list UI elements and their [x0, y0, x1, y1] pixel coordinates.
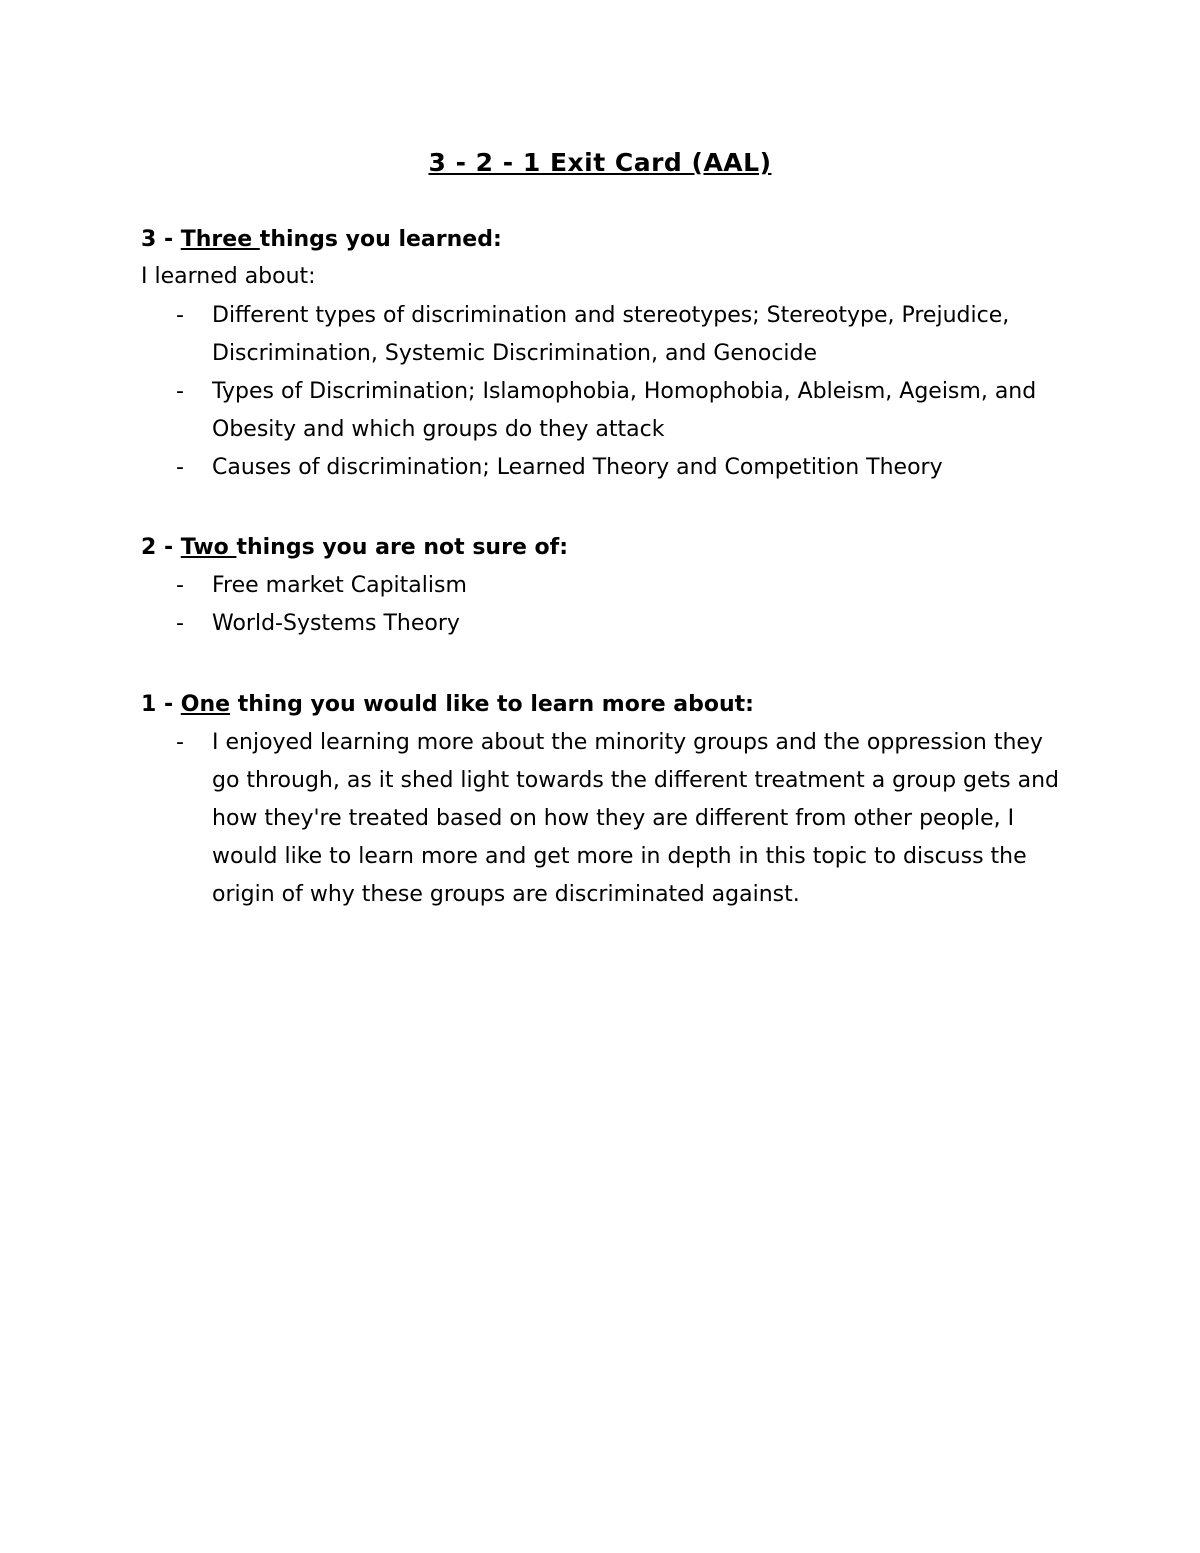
list-item-text: Types of Discrimination; Islamophobia, Homophobia, Ableism, Ageism, and Obesity and which groups do they attack: [212, 379, 1037, 442]
list-item: [172, 724, 1072, 914]
list-item-text: Causes of discrimination; Learned Theory and Competition Theory: [212, 455, 943, 480]
list-item-text: World-Systems Theory: [212, 611, 460, 636]
section-three-number: 3 -: [141, 227, 181, 252]
bullet-dash: -: [176, 303, 184, 328]
list-item: [172, 297, 1072, 373]
section-two-rest: things you are not sure of:: [236, 535, 569, 560]
section-one-heading: [141, 686, 754, 724]
list-item-text: I enjoyed learning more about the minority groups and the oppression they go through, as it shed light towards the different treatment a group gets and how they're treated based on how they are different from other people, I would like to learn more and get more in depth in this topic to discuss the origin of why these groups are discriminated against.: [212, 730, 1060, 907]
bullet-dash: -: [176, 573, 184, 598]
bullet-dash: -: [176, 379, 184, 404]
page-title: 3 - 2 - 1 Exit Card (AAL): [428, 148, 772, 177]
section-one-number: 1 -: [141, 692, 181, 717]
list-item: [172, 605, 1072, 643]
bullet-dash: -: [176, 611, 184, 636]
bullet-dash: -: [176, 730, 184, 755]
section-one-emphasis: One: [180, 692, 231, 717]
section-three-list: [172, 297, 1072, 487]
section-three-emphasis: Three: [180, 227, 260, 252]
list-item: [172, 567, 1072, 605]
section-two-number: 2 -: [141, 535, 181, 560]
bullet-dash: -: [176, 455, 184, 480]
list-item: [172, 373, 1072, 449]
section-two-emphasis: Two: [180, 535, 237, 560]
list-item-text: Different types of discrimination and stereotypes; Stereotype, Prejudice, Discrimination, Systemic Discrimination, and Genocide: [212, 303, 1010, 366]
section-one-list: [172, 724, 1072, 914]
section-three-intro: I learned about:: [141, 264, 316, 289]
section-one-rest: thing you would like to learn more about:: [230, 692, 754, 717]
section-three-rest: things you learned:: [259, 227, 502, 252]
section-two-heading: [141, 529, 568, 567]
list-item: [172, 449, 1072, 487]
list-item-text: Free market Capitalism: [212, 573, 467, 598]
section-three-heading: [141, 221, 502, 259]
section-two-list: [172, 567, 1072, 643]
